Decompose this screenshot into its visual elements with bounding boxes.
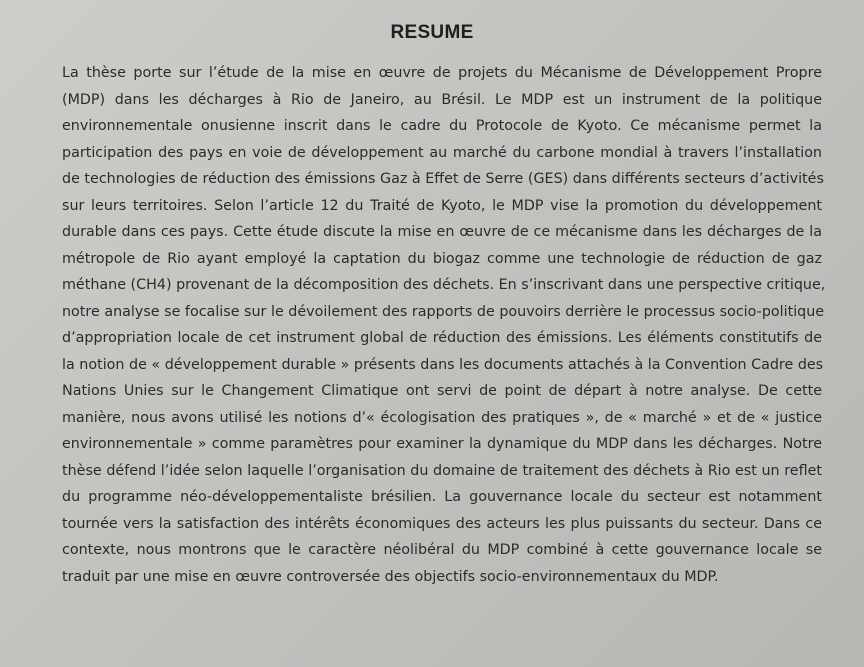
text-line: sur leurs territoires. Selon l’article 12 du Traité de Kyoto, le MDP vise la promotion du développement — [62, 197, 822, 214]
text-line: environnementale » comme paramètres pour examiner la dynamique du MDP dans les décharges. Notre — [62, 436, 822, 452]
text-line: tournée vers la satisfaction des intérêts économiques des acteurs les plus puissants du secteur. Dans ce — [62, 515, 822, 532]
text-line: traduit par une mise en œuvre controversée des objectifs socio-environnementaux du MDP. — [62, 568, 719, 585]
text-line: du programme néo-développementaliste brésilien. La gouvernance locale du secteur est notamment — [62, 489, 822, 505]
text-line: participation des pays en voie de développement au marché du carbone mondial à travers l’installation — [62, 144, 822, 161]
text-line: durable dans ces pays. Cette étude discute la mise en œuvre de ce mécanisme dans les décharges de la — [62, 224, 822, 240]
text-line: notre analyse se focalise sur le dévoilement des rapports de pouvoirs derrière le processus socio-politique — [62, 303, 825, 320]
text-line: contexte, nous montrons que le caractère néolibéral du MDP combiné à cette gouvernance locale se — [62, 542, 822, 558]
text-line: thèse défend l’idée selon laquelle l’organisation du domaine de traitement des déchets à Rio est un reflet — [62, 462, 822, 479]
text-line: (MDP) dans les décharges à Rio de Janeiro, au Brésil. Le MDP est un instrument de la politique — [62, 91, 822, 108]
text-line: métropole de Rio ayant employé la captation du biogaz comme une technologie de réduction de gaz — [62, 250, 822, 267]
text-line: environnementale onusienne inscrit dans le cadre du Protocole de Kyoto. Ce mécanisme permet la — [62, 118, 822, 134]
text-line: la notion de « développement durable » présents dans les documents attachés à la Convention Cadre des — [62, 356, 824, 373]
text-line: d’appropriation locale de cet instrument global de réduction des émissions. Les éléments constitutifs de — [62, 330, 822, 346]
text-line: manière, nous avons utilisé les notions d’« écologisation des pratiques », de « marché » et de « justice — [62, 409, 822, 426]
page-title: RESUME — [390, 22, 474, 43]
text-line: Nations Unies sur le Changement Climatique ont servi de point de départ à notre analyse. De cette — [62, 383, 822, 399]
abstract-body — [62, 60, 826, 590]
text-line: La thèse porte sur l’étude de la mise en œuvre de projets du Mécanisme de Développement Propre — [62, 65, 822, 81]
text-line: méthane (CH4) provenant de la décomposition des déchets. En s’inscrivant dans une perspective critique, — [62, 277, 826, 293]
text-line: de technologies de réduction des émissions Gaz à Effet de Serre (GES) dans différents secteurs d’activités — [62, 171, 824, 187]
